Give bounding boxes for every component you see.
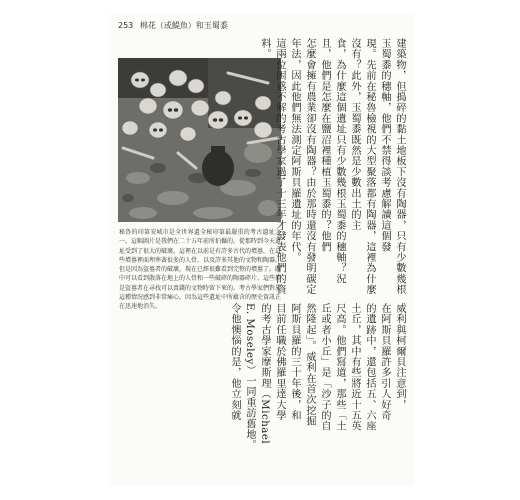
text-line: 這兩位困惑不解的考古學家過了十三年才發表他們的資料。 <box>259 38 285 295</box>
bottom-paragraph <box>229 303 407 471</box>
running-header <box>118 20 228 31</box>
text-line: 丘或者小丘」是「沙子的自 <box>319 303 330 432</box>
running-title: 棉花（或鯷魚）和玉蜀黍 <box>139 21 228 30</box>
text-line: 在阿斯貝羅許多引人好奇 <box>379 303 390 421</box>
text-line: 食，為什麼這個遺址只有少數幾根玉蜀黍的穗軸？況且，他們是怎麼在鹽沼裡種植玉蜀黍的？他們 <box>319 38 345 285</box>
text-line: 目前任職於佛羅里達大學 <box>274 303 285 421</box>
text-line: 建築物，但搗碎的黏土地板下沒有陶器，只有少數幾根玉蜀黍的穗軸，他們不禁得談考慮解讀這個發 <box>379 38 405 295</box>
text-line: 尺高。他們寫道，那些「土 <box>334 303 345 432</box>
text-line: 然隆起」。威利在首次挖掘 <box>304 303 315 427</box>
text-line: 的考古學家摩斯理（Michael <box>259 303 270 445</box>
text-line: 的遺跡中，還包括五、六座 <box>364 303 375 432</box>
top-paragraph <box>259 38 407 300</box>
text-line: 阿斯貝羅的三十年後，和 <box>289 303 300 421</box>
text-line: 土丘，其中有些將近十五英 <box>349 303 360 432</box>
figure-caption: 秘魯的印第安城市是全世界遺全秘印第最嚴重的考古遺址之一。這幅圖片是我們在二十五年前所拍攝的，從那時到今天遺址受到了很大的破壞。這裡在以前是有許多古代的墳墓，在這些墳墓裡面埋葬著很多的人骨，以及許多其他的文物和陶器。但是因為盜墓者的破壞，現在已經很難看到完整的墳墓了。圖中可以看到散落在地上的人骨和一些破碎的陶器碎片。這些都是盜墓者在尋找可以賣錢的文物時留下來的。考古學家們對於這種情況感到非常痛心，因為這些遺址中所蘊含的歷史資訊正在迅速地消失。 <box>119 229 282 311</box>
text-line: 現。先前在秘魯檢視的大型聚落都有陶器，這裡為什麼沒有？此外，玉蜀黍既然是少數出土的主 <box>349 38 375 295</box>
text-line: 怎麼會擁有農業卻沒有陶器？由於那時還沒有發明碳定年法，因此他們無法測定阿斯貝羅遺址的年代。 <box>289 38 315 295</box>
text-line: E. Moseley）一同重訪舊地。 <box>244 303 255 451</box>
page-number: 253 <box>118 21 134 30</box>
text-line: 令他懊惱的是，他立刻就 <box>229 303 240 421</box>
text-line: 威利與柯爾貝注意到， <box>394 303 405 410</box>
